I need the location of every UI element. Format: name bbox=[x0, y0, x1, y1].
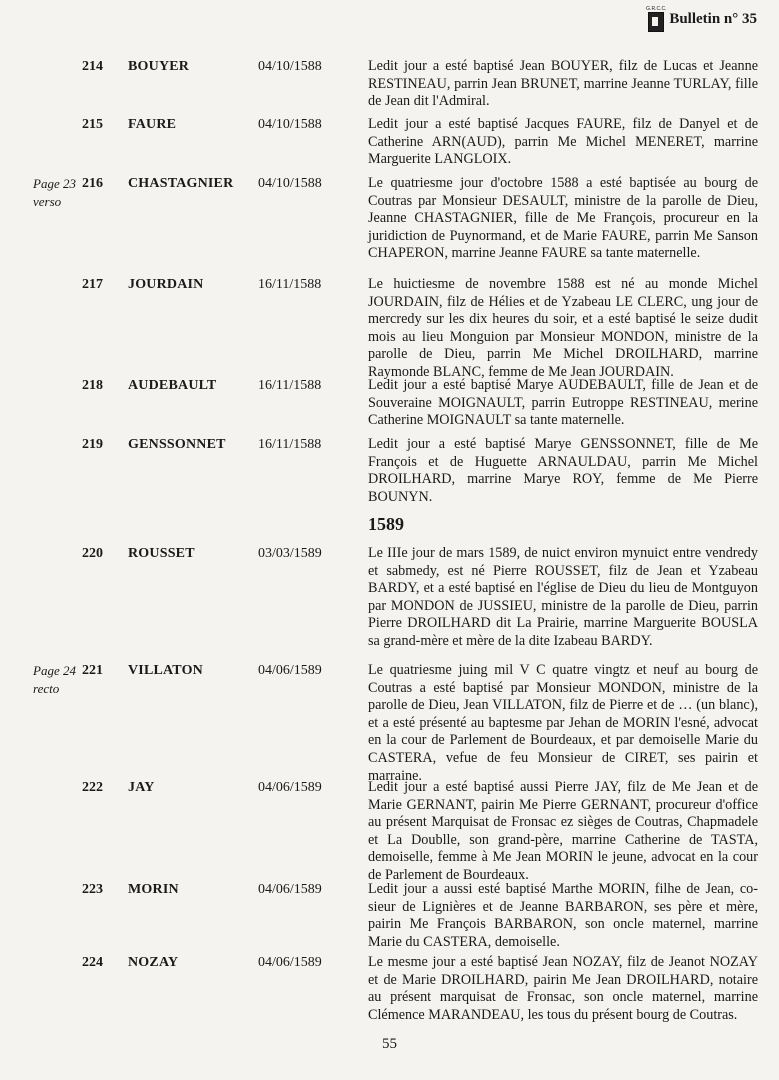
entry-surname: FAURE bbox=[128, 117, 177, 132]
entry-text: Le IIIe jour de mars 1589, de nuict environ mynuict entre vendredy et sabmedy, est né Pierre ROUSSET, filz de Jean et Yzabeau BARDY, et a esté baptisé en l'église de Dieu du lieu de Montguyon par MONDON de JUSSIEU, ministre de la parolle de Dieu, parrin Pierre DROILHARD dit La Prairie, marrine Marguerite BOUSLA sa grand-mère et mère de la dite Izabeau BARDY. bbox=[368, 545, 758, 649]
entry-date: 04/10/1588 bbox=[258, 59, 322, 74]
logo-icon bbox=[648, 12, 664, 32]
entry-surname: ROUSSET bbox=[128, 546, 195, 561]
entry-date: 16/11/1588 bbox=[258, 378, 322, 393]
entry-text: Ledit jour a esté baptisé aussi Pierre JAY, filz de Me Jean et de Marie GERNANT, pairin Me Pierre GERNANT, procureur d'office au présent Marquisat de Fronsac ez sièges de Coutras, Chapmadele et La Doublle, son grand-père, marrine Catherine de TASTA, demoiselle, femme à Me Jean MORIN le jeune, advocat en la cour de Parlement de Bourdeaux. bbox=[368, 779, 758, 883]
entry-date: 16/11/1588 bbox=[258, 437, 322, 452]
entry-date: 03/03/1589 bbox=[258, 546, 322, 561]
entry-number: 216 bbox=[82, 176, 103, 191]
page-reference: Page 23 verso bbox=[33, 176, 76, 209]
entry-number: 217 bbox=[82, 277, 103, 292]
entry-surname: NOZAY bbox=[128, 955, 179, 970]
entry-text: Ledit jour a esté baptisé Marye GENSSONNET, fille de Me François et de Huguette ARNAULDAU, parrin Me Michel DROILHARD, marrine Marye ROY, femme de Me Pierre BOUNYN. bbox=[368, 436, 758, 505]
entry-surname: AUDEBAULT bbox=[128, 378, 217, 393]
entry-surname: BOUYER bbox=[128, 59, 190, 74]
entry-surname: JAY bbox=[128, 780, 155, 795]
entry-date: 04/06/1589 bbox=[258, 955, 322, 970]
entry-surname: VILLATON bbox=[128, 663, 203, 678]
entry-date: 04/10/1588 bbox=[258, 117, 322, 132]
year-heading: 1589 bbox=[368, 514, 404, 534]
entry-text: Le quatriesme juing mil V C quatre vingtz et neuf au bourg de Coutras a esté baptisé par Monsieur MONDON, ministre de la parolle de Dieu, Jean VILLATON, filz de Pierre et de … (un blanc), et a esté présenté au baptesme par Jehan de MORIN l'esné, advocat en la cour de Parlement de Bourdeaux, et par demoiselle Marie du CASTERA, vefue de feu Monsieur de CIRET, ses pairin et marraine. bbox=[368, 662, 758, 784]
entry-text: Ledit jour a esté baptisé Jacques FAURE, filz de Danyel et de Catherine ARN(AUD), parrin Me Michel MENERET, marrine Marguerite LANGLOIX. bbox=[368, 116, 758, 168]
entry-surname: JOURDAIN bbox=[128, 277, 204, 292]
entry-text: Le quatriesme jour d'octobre 1588 a esté baptisée au bourg de Coutras par Monsieur DESAULT, ministre de la parolle de Dieu, Jeanne CHASTAGNIER, fille de Me François, procureur en la juridiction de Puynormand, et de Marie FAURE, parrin Me Sanson CHAPERON, marrine Jeanne FAURE sa tante maternelle. bbox=[368, 175, 758, 262]
entry-number: 222 bbox=[82, 780, 103, 795]
entry-text: Ledit jour a esté baptisé Marye AUDEBAULT, fille de Jean et de Souveraine MOIGNAULT, parrin Eutroppe RESTINEAU, merine Catherine MOIGNAULT sa tante maternelle. bbox=[368, 377, 758, 429]
entry-number: 224 bbox=[82, 955, 103, 970]
entry-surname: GENSSONNET bbox=[128, 437, 226, 452]
entry-number: 215 bbox=[82, 117, 103, 132]
entry-number: 223 bbox=[82, 882, 103, 897]
page-reference: Page 24 recto bbox=[33, 663, 76, 696]
entry-date: 04/06/1589 bbox=[258, 663, 322, 678]
entry-date: 04/10/1588 bbox=[258, 176, 322, 191]
entry-number: 219 bbox=[82, 437, 103, 452]
bulletin-logo bbox=[647, 6, 665, 32]
entry-text: Le mesme jour a esté baptisé Jean NOZAY, filz de Jeanot NOZAY et de Marie DROILHARD, pairin Me Jean DROILHARD, notaire au présent marquisat de Fronsac, son oncle maternel, marrine Clémence MARANDEAU, les tous du présent bourg de Coutras. bbox=[368, 954, 758, 1023]
bulletin-label: Bulletin n° 35 bbox=[669, 10, 757, 27]
entry-date: 04/06/1589 bbox=[258, 780, 322, 795]
entry-number: 218 bbox=[82, 378, 103, 393]
entry-text: Ledit jour a esté baptisé Jean BOUYER, filz de Lucas et Jeanne RESTINEAU, parrin Jean BRUNET, marrine Jeanne TURLAY, fille de Jean dit l'Admiral. bbox=[368, 58, 758, 110]
entry-date: 16/11/1588 bbox=[258, 277, 322, 292]
entry-surname: CHASTAGNIER bbox=[128, 176, 234, 191]
entry-number: 221 bbox=[82, 663, 103, 678]
entry-surname: MORIN bbox=[128, 882, 179, 897]
entry-number: 220 bbox=[82, 546, 103, 561]
entry-number: 214 bbox=[82, 59, 103, 74]
entry-text: Le huictiesme de novembre 1588 est né au monde Michel JOURDAIN, filz de Hélies et de Yzabeau LE CLERC, ung jour de mercredy sur les dix heures du soir, et a esté baptisé le seize dudit mois au lieu Monguion par Monsieur MONDON, ministre de la parolle de Dieu, parrin Me Michel DROILHARD, marrine Raymonde BLANC, femme de Me Jean JOURDAIN. bbox=[368, 276, 758, 380]
entry-text: Ledit jour a aussi esté baptisé Marthe MORIN, filhe de Jean, co-sieur de Lignières et de Jeanne BARBARON, ses père et mère, pairin Me François BARBARON, son oncle maternel, marrine Marie du CASTERA, demoiselle. bbox=[368, 881, 758, 950]
logo-caption: G.R.C.C. bbox=[646, 6, 667, 12]
page-header bbox=[647, 6, 757, 32]
page-number: 55 bbox=[382, 1036, 397, 1052]
entry-date: 04/06/1589 bbox=[258, 882, 322, 897]
